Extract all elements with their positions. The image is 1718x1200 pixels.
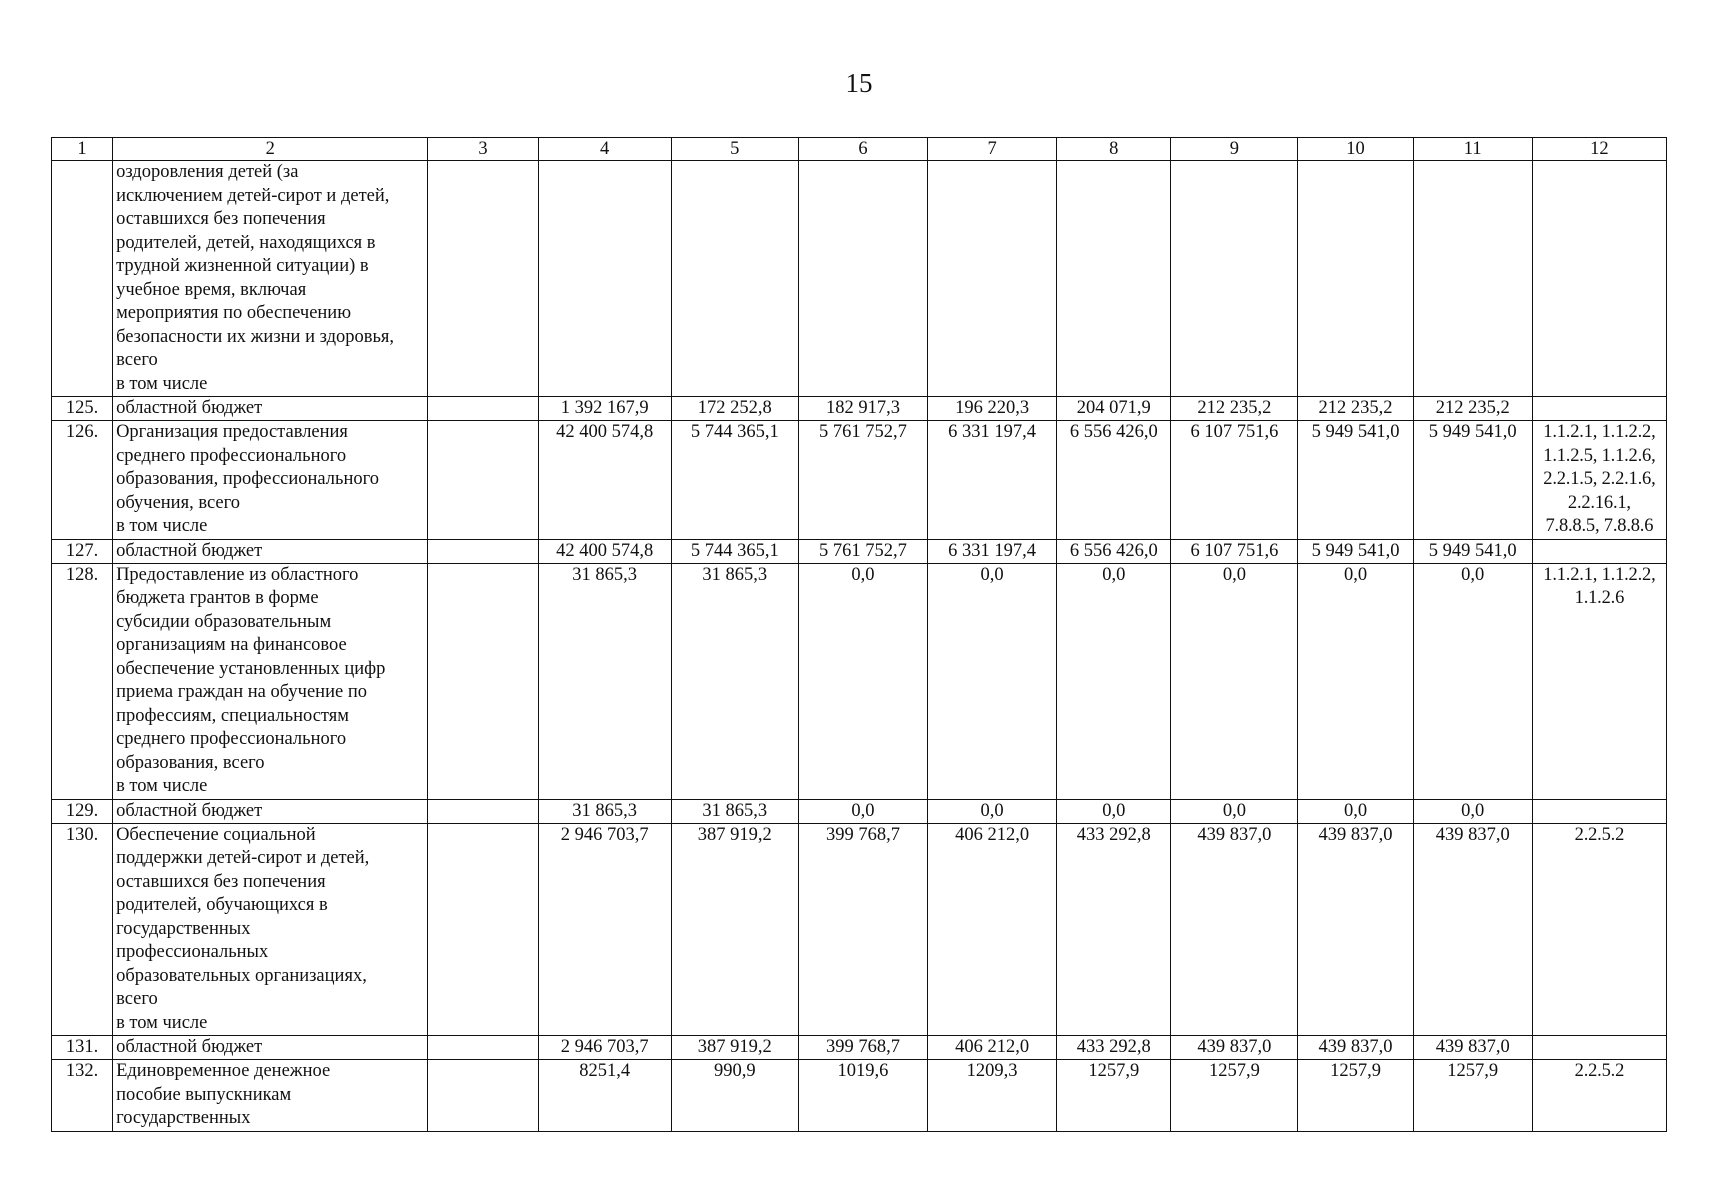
value-cell: 42 400 574,8 xyxy=(538,539,671,563)
row-description: Организация предоставления среднего профессионального образования, профессионального обучения, всего в том числе xyxy=(113,421,428,540)
value-cell: 1019,6 xyxy=(798,1060,927,1132)
value-cell: 42 400 574,8 xyxy=(538,421,671,540)
table-row xyxy=(52,1036,1667,1060)
header-cell: 11 xyxy=(1413,138,1532,161)
header-cell: 5 xyxy=(671,138,798,161)
value-cell: 0,0 xyxy=(1057,799,1171,823)
row-description: областной бюджет xyxy=(113,799,428,823)
value-cell: 5 949 541,0 xyxy=(1298,539,1413,563)
header-cell: 2 xyxy=(113,138,428,161)
value-cell: 439 837,0 xyxy=(1298,823,1413,1036)
reference-codes xyxy=(1532,1036,1666,1060)
value-cell: 212 235,2 xyxy=(1171,397,1298,421)
value-cell: 6 107 751,6 xyxy=(1171,421,1298,540)
value-cell: 0,0 xyxy=(1298,563,1413,799)
value-cell: 204 071,9 xyxy=(1057,397,1171,421)
value-cell xyxy=(671,161,798,397)
value-cell xyxy=(1413,161,1532,397)
column-3-cell xyxy=(428,563,538,799)
column-3-cell xyxy=(428,1060,538,1132)
header-cell: 6 xyxy=(798,138,927,161)
value-cell: 1257,9 xyxy=(1057,1060,1171,1132)
value-cell: 5 744 365,1 xyxy=(671,421,798,540)
value-cell: 439 837,0 xyxy=(1171,823,1298,1036)
value-cell xyxy=(1057,161,1171,397)
value-cell: 439 837,0 xyxy=(1298,1036,1413,1060)
column-3-cell xyxy=(428,823,538,1036)
budget-table xyxy=(51,137,1667,1132)
reference-codes xyxy=(1532,397,1666,421)
value-cell: 0,0 xyxy=(1057,563,1171,799)
value-cell: 439 837,0 xyxy=(1171,1036,1298,1060)
row-number: 127. xyxy=(52,539,113,563)
value-cell: 0,0 xyxy=(1171,799,1298,823)
reference-codes: 2.2.5.2 xyxy=(1532,1060,1666,1132)
header-cell: 3 xyxy=(428,138,538,161)
value-cell: 182 917,3 xyxy=(798,397,927,421)
row-number: 131. xyxy=(52,1036,113,1060)
reference-codes xyxy=(1532,799,1666,823)
table-row xyxy=(52,539,1667,563)
column-3-cell xyxy=(428,397,538,421)
table-row xyxy=(52,563,1667,799)
value-cell: 212 235,2 xyxy=(1298,397,1413,421)
header-cell: 9 xyxy=(1171,138,1298,161)
value-cell: 0,0 xyxy=(928,563,1057,799)
reference-codes: 1.1.2.1, 1.1.2.2, 1.1.2.5, 1.1.2.6, 2.2.1.5, 2.2.1.6, 2.2.16.1, 7.8.8.5, 7.8.8.6 xyxy=(1532,421,1666,540)
row-description: Обеспечение социальной поддержки детей-сирот и детей, оставшихся без попечения родителей, обучающихся в государственных профессиональных образовательных организациях, всего в том числе xyxy=(113,823,428,1036)
value-cell: 406 212,0 xyxy=(928,1036,1057,1060)
value-cell: 6 107 751,6 xyxy=(1171,539,1298,563)
value-cell: 387 919,2 xyxy=(671,1036,798,1060)
value-cell: 31 865,3 xyxy=(671,799,798,823)
value-cell: 0,0 xyxy=(1298,799,1413,823)
header-cell: 4 xyxy=(538,138,671,161)
row-description: областной бюджет xyxy=(113,539,428,563)
value-cell: 6 331 197,4 xyxy=(928,421,1057,540)
column-3-cell xyxy=(428,799,538,823)
value-cell: 0,0 xyxy=(798,799,927,823)
value-cell xyxy=(1298,161,1413,397)
value-cell: 387 919,2 xyxy=(671,823,798,1036)
reference-codes: 1.1.2.1, 1.1.2.2, 1.1.2.6 xyxy=(1532,563,1666,799)
table-row xyxy=(52,397,1667,421)
value-cell: 5 761 752,7 xyxy=(798,539,927,563)
header-cell: 1 xyxy=(52,138,113,161)
row-number: 132. xyxy=(52,1060,113,1132)
value-cell: 433 292,8 xyxy=(1057,823,1171,1036)
value-cell xyxy=(928,161,1057,397)
value-cell: 6 556 426,0 xyxy=(1057,421,1171,540)
value-cell: 2 946 703,7 xyxy=(538,1036,671,1060)
row-number xyxy=(52,161,113,397)
column-3-cell xyxy=(428,421,538,540)
row-number: 130. xyxy=(52,823,113,1036)
value-cell: 5 949 541,0 xyxy=(1298,421,1413,540)
value-cell: 31 865,3 xyxy=(538,563,671,799)
value-cell: 399 768,7 xyxy=(798,1036,927,1060)
value-cell: 31 865,3 xyxy=(671,563,798,799)
value-cell: 439 837,0 xyxy=(1413,1036,1532,1060)
column-3-cell xyxy=(428,161,538,397)
table-row xyxy=(52,421,1667,540)
value-cell: 0,0 xyxy=(928,799,1057,823)
column-3-cell xyxy=(428,1036,538,1060)
value-cell: 1 392 167,9 xyxy=(538,397,671,421)
row-number: 128. xyxy=(52,563,113,799)
value-cell: 196 220,3 xyxy=(928,397,1057,421)
table-row xyxy=(52,161,1667,397)
header-row xyxy=(52,138,1667,161)
header-cell: 7 xyxy=(928,138,1057,161)
header-cell: 8 xyxy=(1057,138,1171,161)
header-cell: 12 xyxy=(1532,138,1666,161)
row-description: Единовременное денежное пособие выпускникам государственных xyxy=(113,1060,428,1132)
value-cell: 5 761 752,7 xyxy=(798,421,927,540)
value-cell: 399 768,7 xyxy=(798,823,927,1036)
value-cell: 1209,3 xyxy=(928,1060,1057,1132)
header-cell: 10 xyxy=(1298,138,1413,161)
table-row xyxy=(52,1060,1667,1132)
row-description: областной бюджет xyxy=(113,397,428,421)
value-cell: 172 252,8 xyxy=(671,397,798,421)
page-number: 15 xyxy=(845,68,873,98)
value-cell: 1257,9 xyxy=(1413,1060,1532,1132)
value-cell: 406 212,0 xyxy=(928,823,1057,1036)
value-cell: 6 556 426,0 xyxy=(1057,539,1171,563)
table-row xyxy=(52,823,1667,1036)
value-cell: 6 331 197,4 xyxy=(928,539,1057,563)
value-cell xyxy=(798,161,927,397)
value-cell: 0,0 xyxy=(798,563,927,799)
value-cell: 433 292,8 xyxy=(1057,1036,1171,1060)
value-cell xyxy=(1171,161,1298,397)
value-cell: 5 949 541,0 xyxy=(1413,539,1532,563)
value-cell: 0,0 xyxy=(1171,563,1298,799)
value-cell: 1257,9 xyxy=(1298,1060,1413,1132)
row-description: оздоровления детей (за исключением детей-сирот и детей, оставшихся без попечения родителей, детей, находящихся в трудной жизненной ситуации) в учебное время, включая мероприятия по обеспечению безопасности их жизни и здоровья, всего в том числе xyxy=(113,161,428,397)
reference-codes: 2.2.5.2 xyxy=(1532,823,1666,1036)
column-3-cell xyxy=(428,539,538,563)
row-description: областной бюджет xyxy=(113,1036,428,1060)
table-row xyxy=(52,799,1667,823)
row-number: 125. xyxy=(52,397,113,421)
value-cell: 1257,9 xyxy=(1171,1060,1298,1132)
row-description: Предоставление из областного бюджета грантов в форме субсидии образовательным организациям на финансовое обеспечение установленных цифр приема граждан на обучение по профессиям, специальностям среднего профессионального образования, всего в том числе xyxy=(113,563,428,799)
reference-codes xyxy=(1532,539,1666,563)
value-cell: 31 865,3 xyxy=(538,799,671,823)
value-cell: 0,0 xyxy=(1413,799,1532,823)
value-cell: 5 949 541,0 xyxy=(1413,421,1532,540)
value-cell: 2 946 703,7 xyxy=(538,823,671,1036)
value-cell: 5 744 365,1 xyxy=(671,539,798,563)
value-cell: 0,0 xyxy=(1413,563,1532,799)
value-cell: 8251,4 xyxy=(538,1060,671,1132)
value-cell: 990,9 xyxy=(671,1060,798,1132)
row-number: 126. xyxy=(52,421,113,540)
value-cell: 212 235,2 xyxy=(1413,397,1532,421)
value-cell: 439 837,0 xyxy=(1413,823,1532,1036)
value-cell xyxy=(538,161,671,397)
row-number: 129. xyxy=(52,799,113,823)
reference-codes xyxy=(1532,161,1666,397)
